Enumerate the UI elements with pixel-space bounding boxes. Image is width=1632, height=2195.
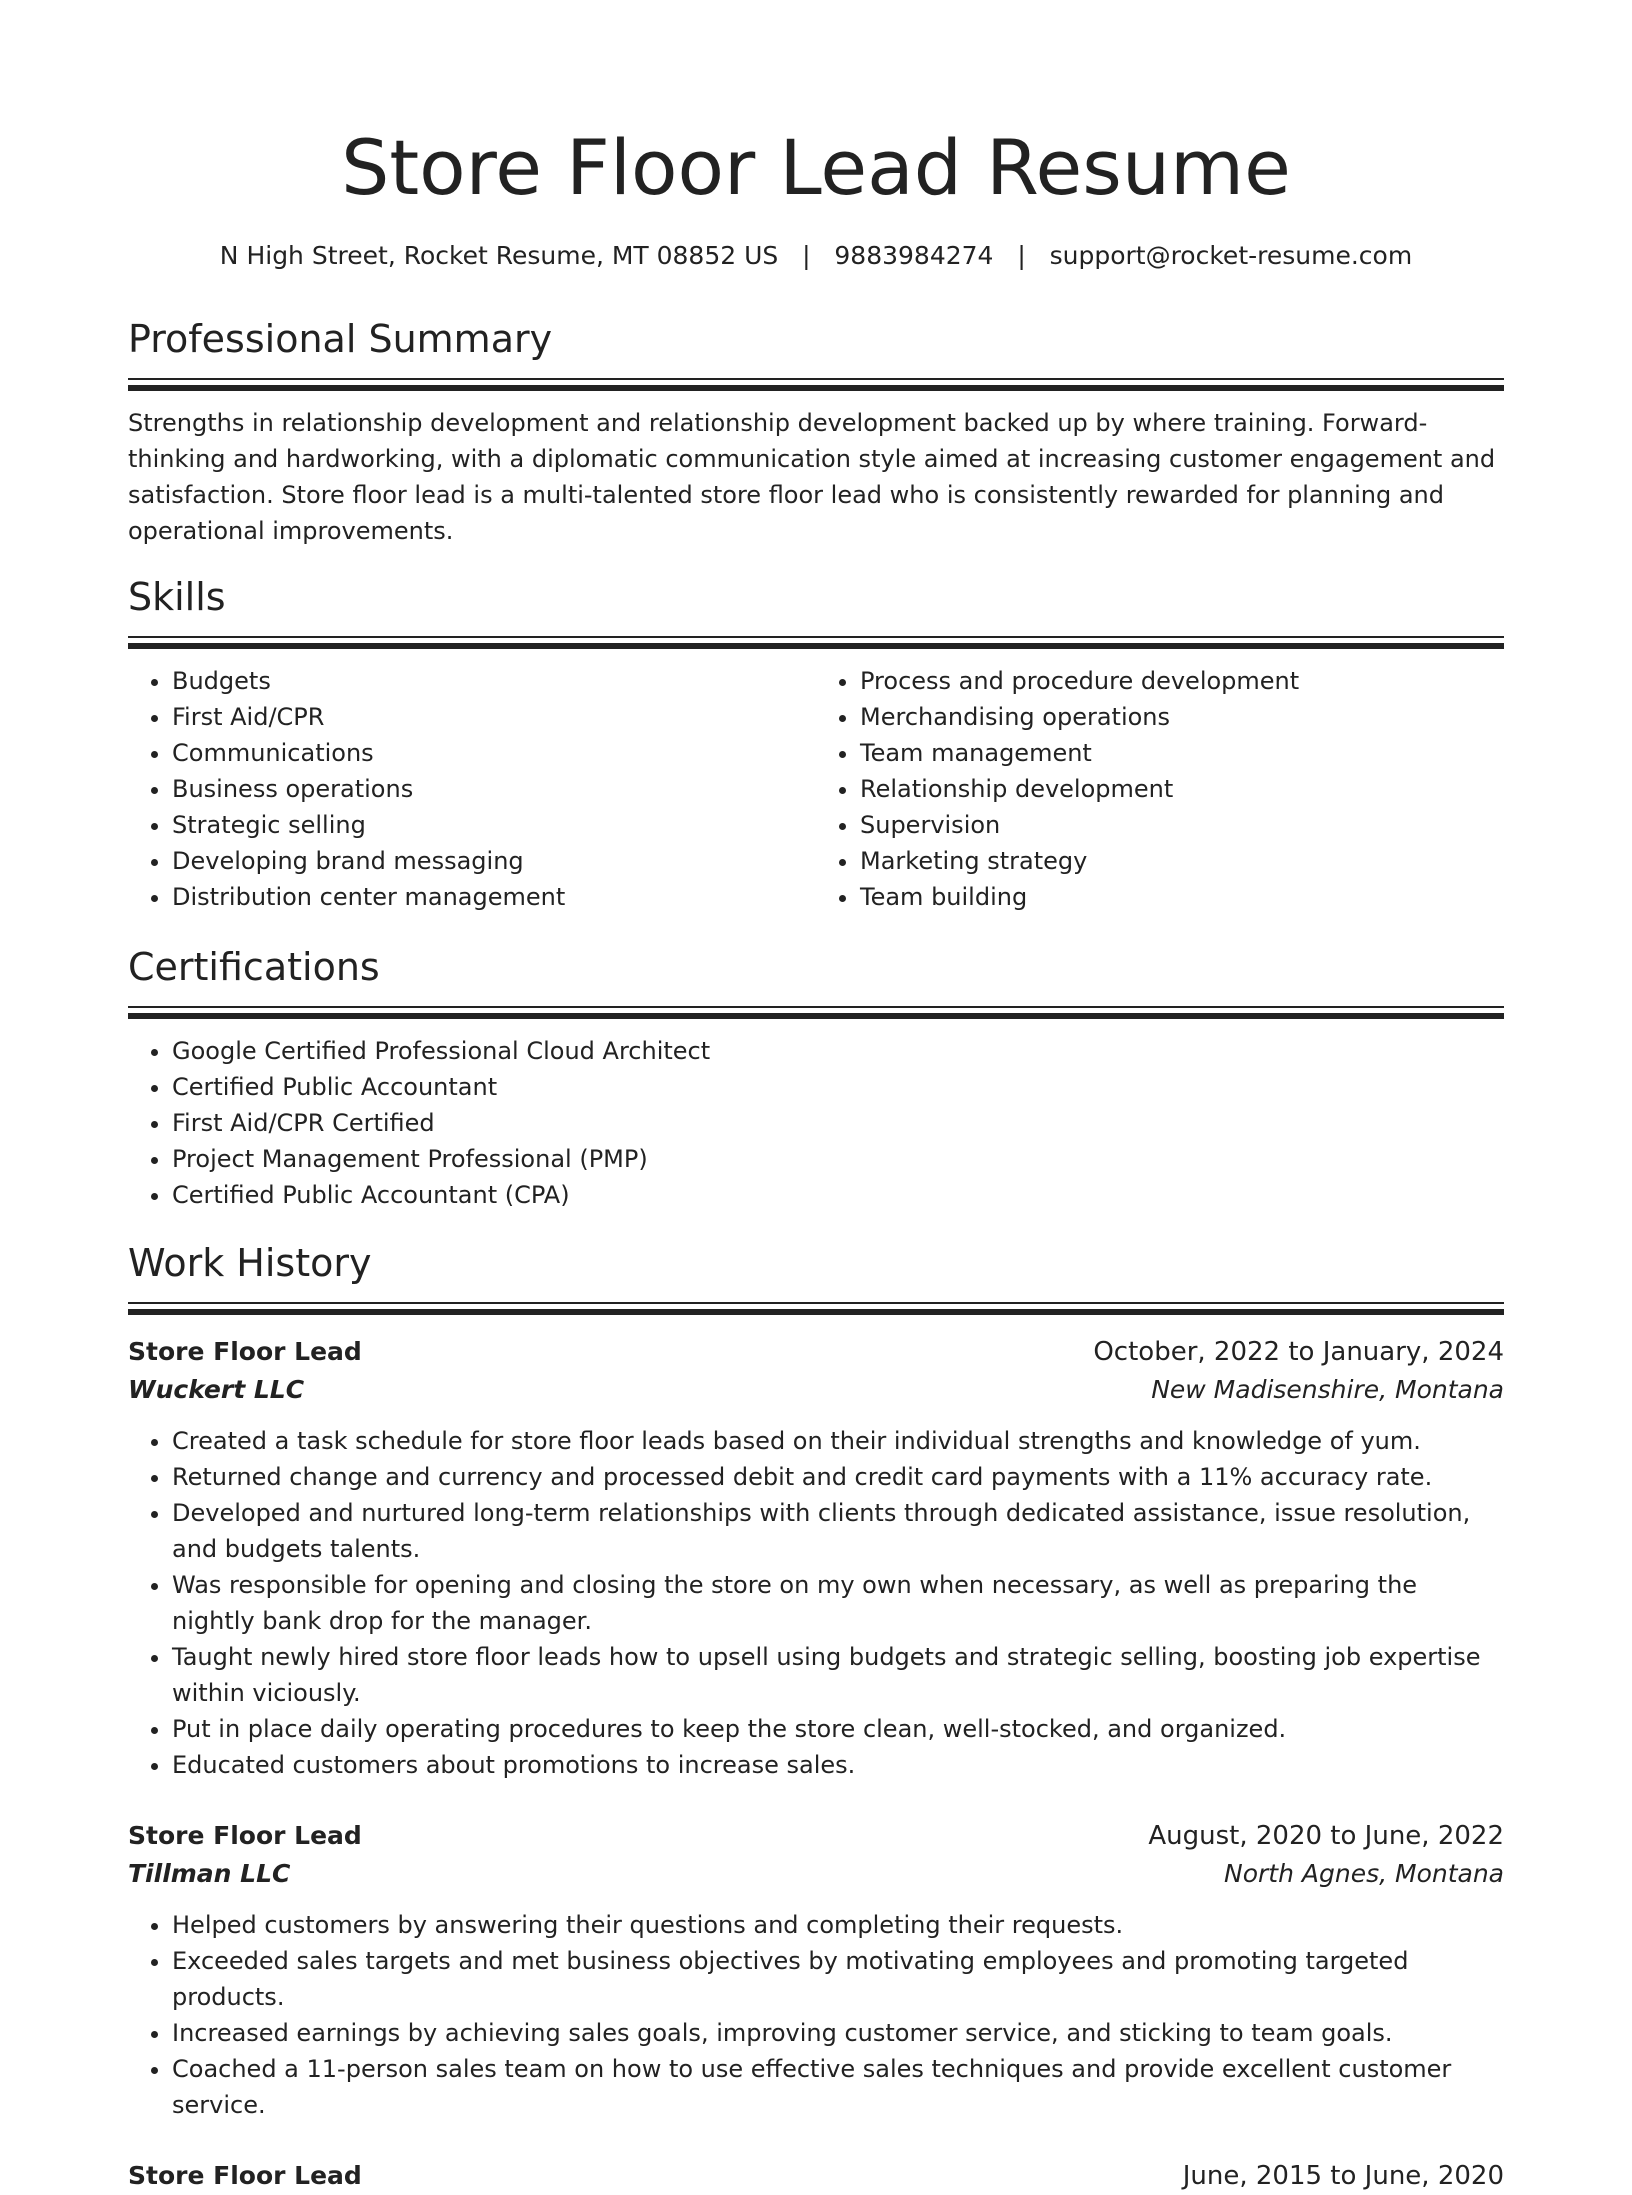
job-bullet: • Coached a 11-person sales team on how to use effective sales techniques and provide excellent customer service.: [172, 2051, 1504, 2123]
job-bullets: [128, 1423, 1504, 1783]
job-company-row: [128, 1371, 1504, 1409]
certification-item: • Certified Public Accountant: [172, 1069, 1504, 1105]
job-bullets: [128, 1907, 1504, 2123]
certification-item: • Certified Public Accountant (CPA): [172, 1177, 1504, 1213]
summary-section: [128, 314, 1504, 549]
job-dates: June, 2015 to June, 2020: [1182, 2161, 1504, 2191]
certification-item: • First Aid/CPR Certified: [172, 1105, 1504, 1141]
certifications-heading: Certifications: [128, 945, 380, 989]
section-divider: [128, 1302, 1504, 1304]
skill-item: • Business operations: [172, 771, 816, 807]
skill-item: • Merchandising operations: [860, 699, 1504, 735]
skill-item: • Communications: [172, 735, 816, 771]
skill-item: • Budgets: [172, 663, 816, 699]
job-bullet: • Put in place daily operating procedures to keep the store clean, well-stocked, and organized.: [172, 1711, 1504, 1747]
job-bullet: • Developed and nurtured long-term relationships with clients through dedicated assistance, issue resolution, and budgets talents.: [172, 1495, 1504, 1567]
job-header-row: [128, 1817, 1504, 1855]
job-title: Store Floor Lead: [128, 2161, 362, 2190]
skill-item: • Supervision: [860, 807, 1504, 843]
summary-text: Strengths in relationship development and relationship development backed up by where training. Forward-thinking and hardworking, with a diplomatic communication style aimed at increasing customer engagement and satisfaction. Store floor lead is a multi-talented store floor lead who is consistently rewarded for planning and operational improvements.: [128, 409, 1496, 545]
certifications-list: [128, 1033, 1504, 1213]
job-location: North Agnes, Montana: [1224, 1859, 1504, 1888]
job-bullet: • Helped customers by answering their questions and completing their requests.: [172, 1907, 1504, 1943]
job-dates: August, 2020 to June, 2022: [1148, 1821, 1504, 1851]
summary-heading: Professional Summary: [128, 317, 553, 361]
section-divider-thick: [128, 385, 1504, 391]
job-bullet: • Educated customers about promotions to increase sales.: [172, 1747, 1504, 1783]
contact-phone: 9883984274: [834, 241, 994, 270]
skill-item: • First Aid/CPR: [172, 699, 816, 735]
section-divider: [128, 1006, 1504, 1008]
skills-list-left: [128, 663, 816, 915]
contact-address: N High Street, Rocket Resume, MT 08852 US: [219, 241, 779, 270]
contact-line: [128, 238, 1504, 274]
job-title: Store Floor Lead: [128, 1821, 362, 1850]
section-divider: [128, 636, 1504, 638]
contact-separator: |: [1017, 241, 1026, 270]
job-company: Tillman LLC: [128, 1859, 291, 1888]
job-header-row: [128, 1333, 1504, 1371]
job-company: Wuckert LLC: [128, 1375, 305, 1404]
certification-item: • Project Management Professional (PMP): [172, 1141, 1504, 1177]
skill-item: • Relationship development: [860, 771, 1504, 807]
skills-columns: [128, 649, 1504, 915]
skill-item: • Process and procedure development: [860, 663, 1504, 699]
job-bullet: • Returned change and currency and processed debit and credit card payments with a 11% accuracy rate.: [172, 1459, 1504, 1495]
contact-separator: |: [802, 241, 811, 270]
skill-item: • Team management: [860, 735, 1504, 771]
skill-item: • Developing brand messaging: [172, 843, 816, 879]
section-divider-thick: [128, 1309, 1504, 1315]
job-dates: October, 2022 to January, 2024: [1093, 1337, 1504, 1367]
work-history-heading: Work History: [128, 1241, 372, 1285]
skill-item: • Team building: [860, 879, 1504, 915]
job-bullet: • Taught newly hired store floor leads how to upsell using budgets and strategic selling, boosting job expertise within viciously.: [172, 1639, 1504, 1711]
resume-title: Store Floor Lead Resume: [341, 123, 1291, 212]
job-entry: [128, 2157, 1504, 2195]
skill-item: • Marketing strategy: [860, 843, 1504, 879]
skills-section: [128, 572, 1504, 915]
job-bullet: • Was responsible for opening and closing the store on my own when necessary, as well as preparing the nightly bank drop for the manager.: [172, 1567, 1504, 1639]
work-history-section: [128, 1238, 1504, 2195]
job-bullet: • Exceeded sales targets and met business objectives by motivating employees and promoting targeted products.: [172, 1943, 1504, 2015]
contact-email: support@rocket-resume.com: [1049, 241, 1413, 270]
skill-item: • Distribution center management: [172, 879, 816, 915]
skill-item: • Strategic selling: [172, 807, 816, 843]
skills-list-right: [816, 663, 1504, 915]
job-company-row: [128, 1855, 1504, 1893]
section-divider: [128, 378, 1504, 380]
section-divider-thick: [128, 1013, 1504, 1019]
job-bullet: • Created a task schedule for store floor leads based on their individual strengths and knowledge of yum.: [172, 1423, 1504, 1459]
job-entry: [128, 1333, 1504, 1783]
certifications-section: [128, 942, 1504, 1213]
job-entry: [128, 1817, 1504, 2123]
job-location: New Madisenshire, Montana: [1151, 1375, 1504, 1404]
certification-item: • Google Certified Professional Cloud Architect: [172, 1033, 1504, 1069]
job-bullet: • Increased earnings by achieving sales goals, improving customer service, and sticking to team goals.: [172, 2015, 1504, 2051]
job-title: Store Floor Lead: [128, 1337, 362, 1366]
skills-heading: Skills: [128, 575, 226, 619]
job-header-row: [128, 2157, 1504, 2195]
